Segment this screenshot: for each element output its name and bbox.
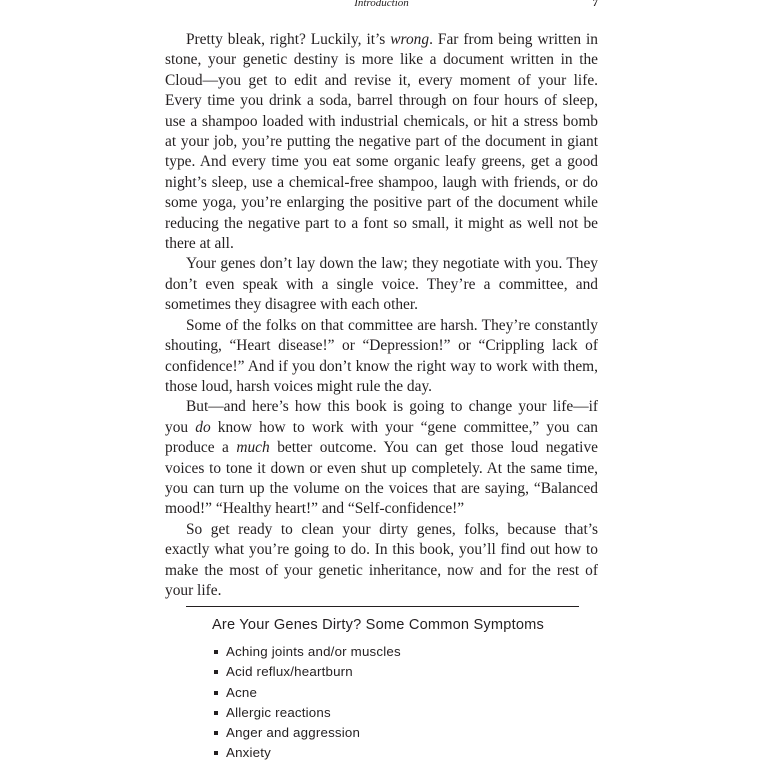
sidebar-heading: Are Your Genes Dirty? Some Common Symptoms [212,617,545,633]
emphasis-wrong: wrong [390,31,430,48]
paragraph-4 [165,397,598,519]
symptom-item [214,642,401,662]
symptom-label: Anxiety [226,745,272,761]
symptom-label: Aching joints and/or muscles [226,644,401,659]
paragraph-2: Your genes don’t lay down the law; they negotiate with you. They don’t even speak with a single voice. They’re a committee, and sometimes they disagree with each other. [165,255,598,314]
symptom-item [214,683,401,703]
text-run: . Far from being written in stone, your genetic destiny is more like a document written in the Cloud—you get to edit and revise it, every moment of your life. Every time you drink a soda, barrel through on four hours of sleep, use a shampoo loaded with industrial chemicals, or hit a stress bomb at your job, you’re putting the negative part of the document in giant type. And every time you eat some organic leafy greens, get a good night’s sleep, use a chemical-free shampoo, laugh with friends, or do some yoga, you’re enlarging the positive part of the document while reducing the negative part to a font so small, it might as well not be there at all. [165,31,598,253]
text-run: Pretty bleak, right? Luckily, it’s [186,31,391,48]
emphasis-do: do [195,418,211,436]
square-bullet-icon [214,751,218,755]
symptom-label: Anger and aggression [226,725,361,741]
running-title: Introduction [354,0,409,9]
running-head [165,0,598,13]
square-bullet-icon [214,711,218,715]
symptom-label: Acne [226,684,258,700]
symptom-item [214,703,401,723]
square-bullet-icon [214,670,218,674]
square-bullet-icon [214,731,218,735]
symptom-list [214,642,401,764]
symptom-label: Acid reflux/heartburn [226,664,353,680]
sidebar-divider [186,606,579,607]
page-number: 7 [592,0,598,9]
symptom-item [214,662,401,682]
paragraph-5: So get ready to clean your dirty genes, folks, because that’s exactly what you’re going to do. In this book, you’ll find out how to make the most of your genetic inheritance, now and for the rest of your life. [165,520,598,599]
symptom-item [214,723,401,743]
text-run: better outcome. You can get those loud negative voices to tone it down or even shut up completely. At the same time, you can turn up the volume on the voices that are saying, “Balanced mood!” “Healthy heart!” and “Self-confidence!” [165,439,598,518]
paragraph-1 [165,30,598,254]
text-run: But—and here’s how this book is going to change your life—if you [165,398,598,436]
symptom-label: Allergic reactions [226,704,331,720]
emphasis-much: much [236,439,270,457]
square-bullet-icon [214,691,218,695]
paragraph-3: Some of the folks on that committee are harsh. They’re constantly shouting, “Heart disease!” or “Depression!” or “Crippling lack of confidence!” And if you don’t know the right way to work with them, those loud, harsh voices might rule the day. [165,316,598,395]
text-run: know how to work with your “gene committee,” you can produce a [165,418,599,457]
body-text [165,30,598,601]
square-bullet-icon [214,650,218,654]
